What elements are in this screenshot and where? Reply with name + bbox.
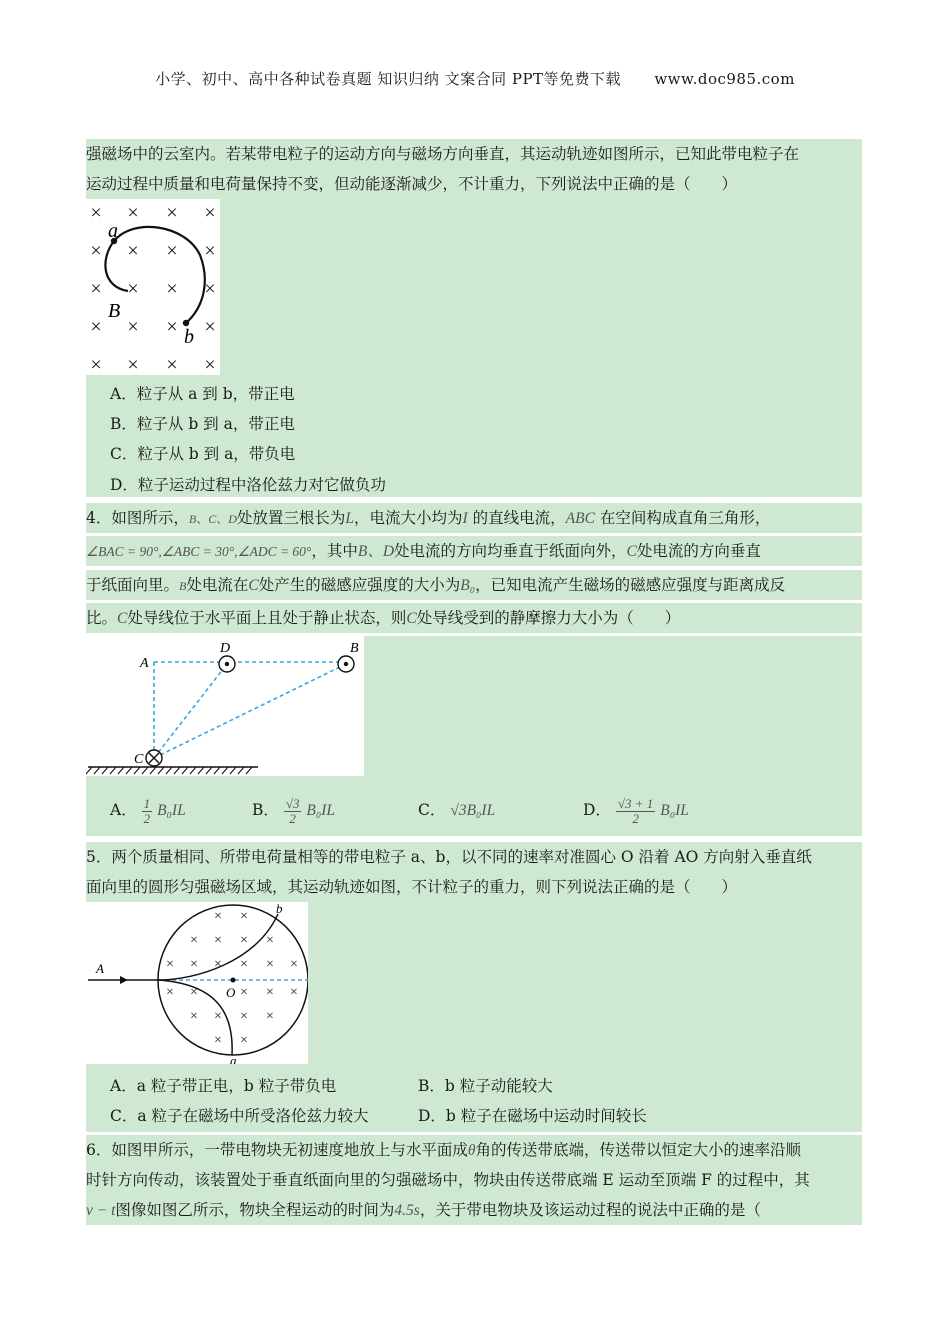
q3-cross-icon: × xyxy=(166,278,178,300)
q5-line-1: 5．两个质量相同、所带电荷量相等的带电粒子 a、b，以不同的速率对准圆心 O 沿着 AO 方向射入垂直纸 xyxy=(86,842,862,872)
q3-cross-icon: × xyxy=(204,240,216,262)
q3-cross-icon: × xyxy=(204,278,216,300)
q5-figure xyxy=(86,902,308,1064)
q5-cross-icon: × xyxy=(190,1009,198,1024)
q5-option-d[interactable]: D．b 粒子在磁场中运动时间较长 xyxy=(418,1107,647,1125)
q5-cross-icon: × xyxy=(266,933,274,948)
q5-cross-icon: × xyxy=(290,957,298,972)
q4-figure xyxy=(86,636,364,776)
q5-option-c[interactable]: C．a 粒子在磁场中所受洛伦兹力较大 xyxy=(110,1107,369,1125)
q5-option-a[interactable]: A．a 粒子带正电，b 粒子带负电 xyxy=(110,1077,337,1095)
page-header xyxy=(0,68,950,89)
q3-option-c[interactable]: C．粒子从 b 到 a，带负电 xyxy=(110,445,296,463)
q5-cross-icon: × xyxy=(190,933,198,948)
q5-cross-icon: × xyxy=(266,957,274,972)
q4-option-b[interactable]: B． $\frac{√3}{2}$ B₀IL xyxy=(252,795,336,826)
header-site: www.doc985.com xyxy=(654,70,795,88)
q3-option-b[interactable]: B．粒子从 b 到 a，带正电 xyxy=(110,415,295,433)
q4-label-B: B xyxy=(350,641,359,656)
q3-cross-icon: × xyxy=(127,278,139,300)
q5-cross-icon: × xyxy=(214,957,222,972)
q3-cross-icon: × xyxy=(127,354,139,375)
q3-cross-icon: × xyxy=(204,202,216,224)
q3-cross-icon: × xyxy=(166,354,178,375)
q4-line-1: 4．如图所示，B、C、D处放置三根长为L，电流大小均为I 的直线电流，ABC 在空间构成直角三角形， xyxy=(86,503,862,533)
q5-cross-icon: × xyxy=(240,985,248,1000)
q3-cross-icon: × xyxy=(127,316,139,338)
q6-line-3: v − t图像如图乙所示，物块全程运动的时间为4.5s，关于带电物块及该运动过程的说法中正确的是（ xyxy=(86,1195,862,1225)
q5-option-b[interactable]: B．b 粒子动能较大 xyxy=(418,1077,553,1095)
q5-label-O: O xyxy=(226,985,236,1000)
q3-cross-icon: × xyxy=(90,316,102,338)
q5-cross-icon: × xyxy=(240,1033,248,1048)
q3-label-b: b xyxy=(184,326,194,348)
q3-line-2: 运动过程中质量和电荷量保持不变，但动能逐渐减少，不计重力，下列说法中正确的是（ ） xyxy=(86,169,862,199)
q3-cross-icon: × xyxy=(127,240,139,262)
q5-label-a: a xyxy=(230,1053,237,1064)
q5-cross-icon: × xyxy=(266,1009,274,1024)
q4-option-c[interactable]: C． √3B₀IL xyxy=(418,801,496,819)
q3-cross-icon: × xyxy=(204,354,216,375)
q5-cross-icon: × xyxy=(240,957,248,972)
q3-line-1: 强磁场中的云室内。若某带电粒子的运动方向与磁场方向垂直，其运动轨迹如图所示，已知此带电粒子在 xyxy=(86,139,862,169)
q3-figure xyxy=(86,199,220,375)
q4-line-2: ∠BAC = 90°,∠ABC = 30°,∠ADC = 60°，其中B、D处电流的方向均垂直于纸面向外，C处电流的方向垂直 xyxy=(86,536,862,566)
q3-cross-icon: × xyxy=(90,354,102,375)
q3-label-a: a xyxy=(108,220,118,242)
q5-cross-icon: × xyxy=(290,985,298,1000)
q3-cross-icon: × xyxy=(166,202,178,224)
q6-line-1: 6．如图甲所示，一带电物块无初速度地放上与水平面成θ角的传送带底端，传送带以恒定大小的速率沿顺 xyxy=(86,1135,862,1165)
q3-cross-icon: × xyxy=(127,202,139,224)
q5-cross-icon: × xyxy=(240,933,248,948)
q3-cross-icon: × xyxy=(204,316,216,338)
q5-cross-icon: × xyxy=(214,1033,222,1048)
q4-option-a[interactable]: A． $\frac{1}{2}$ B₀IL xyxy=(110,795,186,826)
q3-cross-icon: × xyxy=(166,316,178,338)
q5-center-O xyxy=(231,978,236,983)
q5-cross-icon: × xyxy=(190,957,198,972)
q3-cross-icon: × xyxy=(166,240,178,262)
q3-cross-icon: × xyxy=(90,240,102,262)
q5-cross-icon: × xyxy=(214,1009,222,1024)
q6-line-2: 时针方向传动，该装置处于垂直纸面向里的匀强磁场中，物块由传送带底端 E 运动至顶端 F 的过程中，其 xyxy=(86,1165,862,1195)
q5-line-2: 面向里的圆形匀强磁场区域，其运动轨迹如图，不计粒子的重力，则下列说法正确的是（ ） xyxy=(86,872,862,902)
q3-option-d[interactable]: D．粒子运动过程中洛伦兹力对它做负功 xyxy=(110,476,386,494)
q3-cross-icon: × xyxy=(90,202,102,224)
q5-cross-icon: × xyxy=(240,909,248,924)
q3-option-a[interactable]: A．粒子从 a 到 b，带正电 xyxy=(110,385,295,403)
q5-label-A: A xyxy=(96,961,104,976)
q3-label-B: B xyxy=(108,300,121,322)
q4-label-C: C xyxy=(134,752,144,767)
q5-cross-icon: × xyxy=(166,985,174,1000)
q4-line-4: 比。C处导线位于水平面上且处于静止状态，则C处导线受到的静摩擦力大小为（ ） xyxy=(86,603,862,633)
q5-cross-icon: × xyxy=(214,933,222,948)
q4-label-A: A xyxy=(140,656,149,671)
q4-label-D: D xyxy=(220,641,231,656)
q4-line-3: 于纸面向里。B处电流在C处产生的磁感应强度的大小为B₀，已知电流产生磁场的磁感应强度与距离成反 xyxy=(86,570,862,600)
q5-cross-icon: × xyxy=(266,985,274,1000)
q3-cross-icon: × xyxy=(90,278,102,300)
q4-option-d[interactable]: D． $\frac{√3 + 1}{2}$ B₀IL xyxy=(583,795,689,826)
header-text: 小学、初中、高中各种试卷真题 知识归纳 文案合同 PPT等免费下载 xyxy=(155,70,622,88)
q5-cross-icon: × xyxy=(166,957,174,972)
q5-cross-icon: × xyxy=(240,1009,248,1024)
q5-cross-icon: × xyxy=(190,985,198,1000)
q5-cross-icon: × xyxy=(214,909,222,924)
q5-label-b: b xyxy=(276,902,283,916)
